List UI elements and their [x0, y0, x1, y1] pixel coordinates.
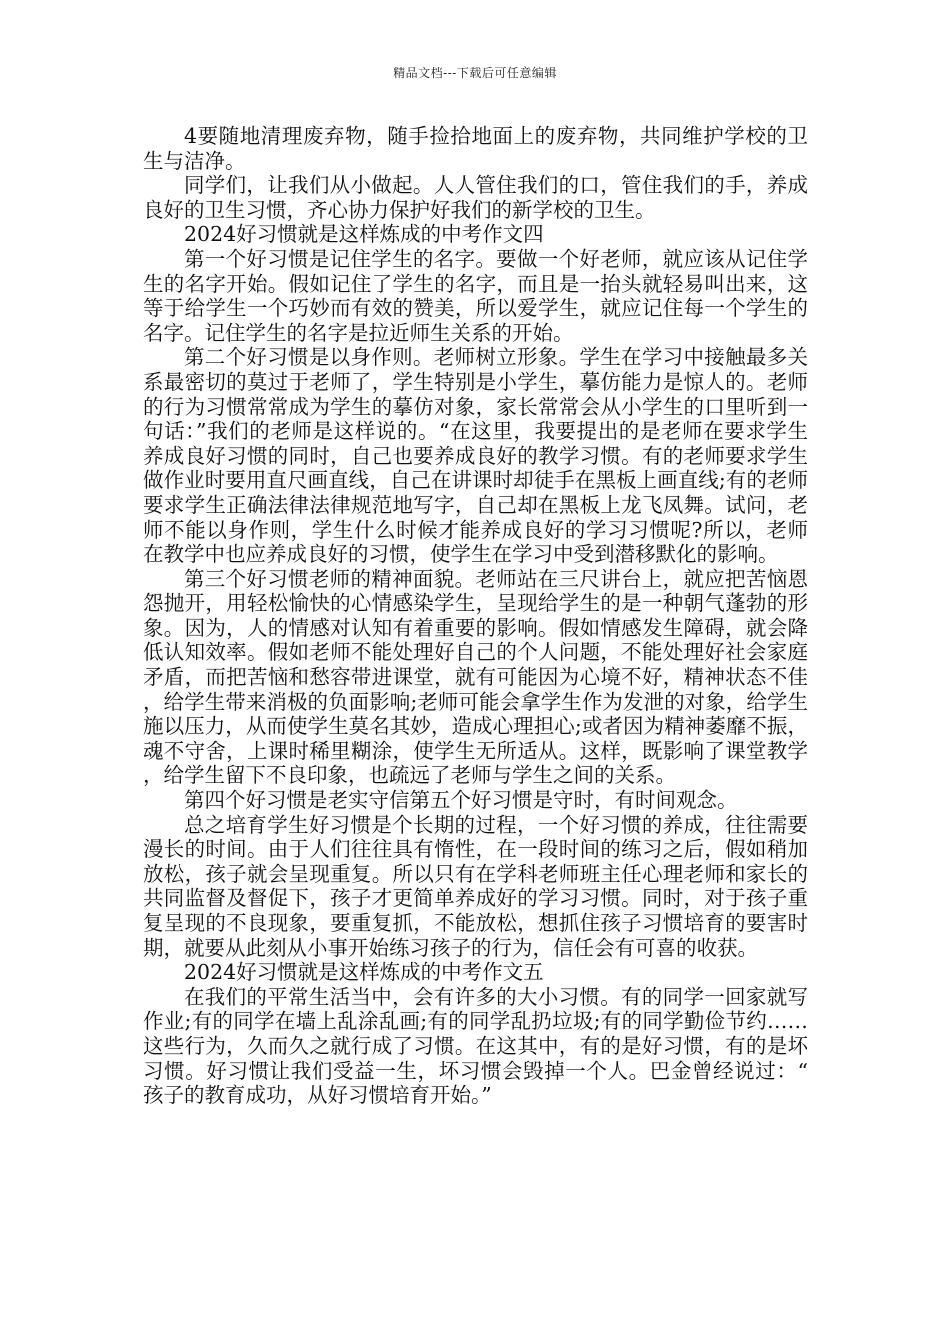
paragraph-habit-2: 第二个好习惯是以身作则。老师树立形象。学生在学习中接触最多关系最密切的莫过于老师了，学生特别是小学生，摹仿能力是惊人的。老师的行为习惯常常成为学生的摹仿对象，家长常常会从小学生的口里听到一句话：”我们的老师是这样说的。“在这里，我要提出的是老师在要求学生养成良好习惯的同时，自己也要养成良好的教学习惯。有的老师要求学生做作业时要用直尺画直线，自己在讲课时却徒手在黑板上画直线;有的老师要求学生正确法律法律规范地写字，自己却在黑板上龙飞凤舞。试问，老师不能以身作则，学生什么时候才能养成良好的学习习惯呢?所以，老师在教学中也应养成良好的习惯，使学生在学习中受到潜移默化的影响。	[143, 345, 808, 567]
paragraph-appeal: 同学们，让我们从小做起。人人管住我们的口，管住我们的手，养成良好的卫生习惯，齐心协力保护好我们的新学校的卫生。	[143, 173, 808, 222]
section-title-essay-4: 2024好习惯就是这样炼成的中考作文四	[184, 222, 544, 247]
paragraph-habit-1: 第一个好习惯是记住学生的名字。要做一个好老师，就应该从记住学生的名字开始。假如记住了学生的名字，而且是一抬头就轻易叫出来，这等于给学生一个巧妙而有效的赞美，所以爱学生，就应记住每一个学生的名字。记住学生的名字是拉近师生关系的开始。	[143, 246, 808, 345]
paragraph-summary: 总之培育学生好习惯是个长期的过程，一个好习惯的养成，往往需要漫长的时间。由于人们往往具有惰性，在一段时间的练习之后，假如稍加放松，孩子就会呈现重复。所以只有在学科老师班主任心理老师和家长的共同监督及督促下，孩子才更简单养成好的学习习惯。同时，对于孩子重复呈现的不良现象，要重复抓，不能放松，想抓住孩子习惯培育的要害时期，就要从此刻从小事开始练习孩子的行为，信任会有可喜的收获。	[143, 812, 808, 960]
document-body	[143, 124, 808, 1108]
page-header: 精品文档---下载后可任意编辑	[393, 66, 557, 80]
paragraph-habit-4-5: 第四个好习惯是老实守信第五个好习惯是守时，有时间观念。	[184, 788, 738, 813]
paragraph-habit-3: 第三个好习惯老师的精神面貌。老师站在三尺讲台上，就应把苦恼恩怨抛开，用轻松愉快的心情感染学生，呈现给学生的是一种朝气蓬勃的形象。因为，人的情感对认知有着重要的影响。假如情感发生障碍，就会降低认知效率。假如老师不能处理好自己的个人问题，不能处理好社会家庭矛盾，而把苦恼和愁容带进课堂，就有可能因为心境不好，精神状态不佳，给学生带来消极的负面影响;老师可能会拿学生作为发泄的对象，给学生施以压力，从而使学生莫名其妙，造成心理担心;或者因为精神萎靡不振，魂不守舍，上课时稀里糊涂，使学生无所适从。这样，既影响了课堂教学，给学生留下不良印象，也疏远了老师与学生之间的关系。	[143, 566, 808, 788]
section-title-essay-5: 2024好习惯就是这样炼成的中考作文五	[184, 960, 544, 985]
paragraph-cleanup-rule: 4要随地清理废弃物，随手捡拾地面上的废弃物，共同维护学校的卫生与洁净。	[143, 124, 808, 173]
paragraph-essay-5-intro: 在我们的平常生活当中，会有许多的大小习惯。有的同学一回家就写作业;有的同学在墙上乱涂乱画;有的同学乱扔垃圾;有的同学勤俭节约……这些行为，久而久之就行成了习惯。在这其中，有的是好习惯，有的是坏习惯。好习惯让我们受益一生，坏习惯会毁掉一个人。巴金曾经说过：“孩子的教育成功，从好习惯培育开始。”	[143, 984, 808, 1108]
